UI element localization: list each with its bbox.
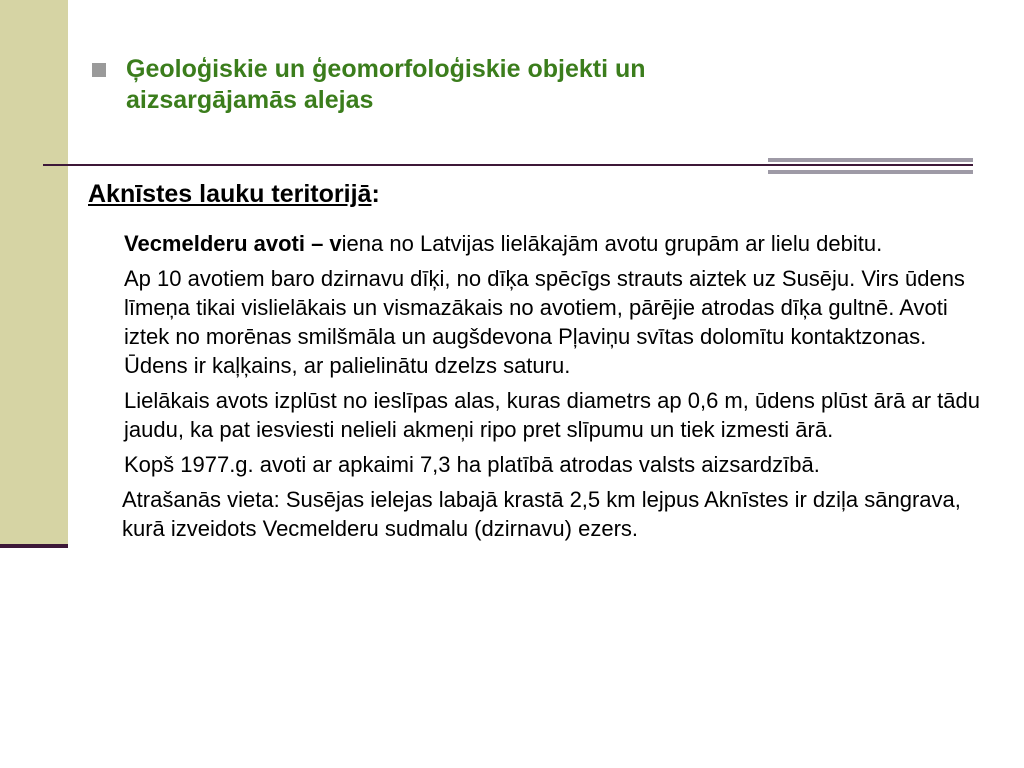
slide-heading — [92, 54, 952, 116]
divider-accent-bar-top — [768, 158, 973, 162]
square-bullet-icon — [92, 63, 106, 77]
paragraph-4: Kopš 1977.g. avoti ar apkaimi 7,3 ha platībā atrodas valsts aizsardzībā. — [124, 452, 820, 477]
subheading-text: Aknīstes lauku teritorijā — [88, 180, 372, 208]
divider-accent-bar-bottom — [768, 170, 973, 174]
heading-line-2: aizsargājamās alejas — [126, 86, 374, 114]
paragraph-3: Lielākais avots izplūst no ieslīpas alas, kuras diametrs ap 0,6 m, ūdens plūst ārā ar tādu jaudu, ka pat iesviesti nelieli akmeņi ripo pret slīpumu un tiek izmesti ārā. — [124, 388, 981, 442]
heading-line-1: Ģeoloģiskie un ģeomorfoloģiskie objekti un — [126, 55, 646, 83]
body-text — [124, 229, 984, 549]
divider-accent — [768, 158, 973, 178]
decorative-sidebar — [0, 0, 68, 545]
paragraph-1-rest: iena no Latvijas lielākajām avotu grupām ar lielu debitu. — [341, 231, 883, 256]
paragraph-1-bold: Vecmelderu avoti – v — [124, 231, 342, 256]
sidebar-accent-line — [0, 544, 68, 548]
section-subheading — [88, 179, 380, 210]
subheading-colon: : — [371, 180, 380, 208]
paragraph-2: Ap 10 avotiem baro dzirnavu dīķi, no dīķa spēcīgs strauts aiztek uz Susēju. Virs ūdens līmeņa tikai vislielākais un vismazākais no avotiem, pārējie atrodas dīķa gultnē. Avoti iztek no morēnas smilšmāla un augšdevona Pļaviņu svītas dolomītu kontaktzonas. Ūdens ir kaļķains, ar palielinātu dzelzs saturu. — [124, 266, 965, 378]
heading-text — [126, 54, 952, 116]
paragraph-1 — [124, 229, 984, 258]
paragraph-5: Atrašanās vieta: Susējas ielejas labajā krastā 2,5 km lejpus Aknīstes ir dziļa sāngrava, kurā izveidots Vecmelderu sudmalu (dzirnavu) ezers. — [122, 487, 961, 541]
